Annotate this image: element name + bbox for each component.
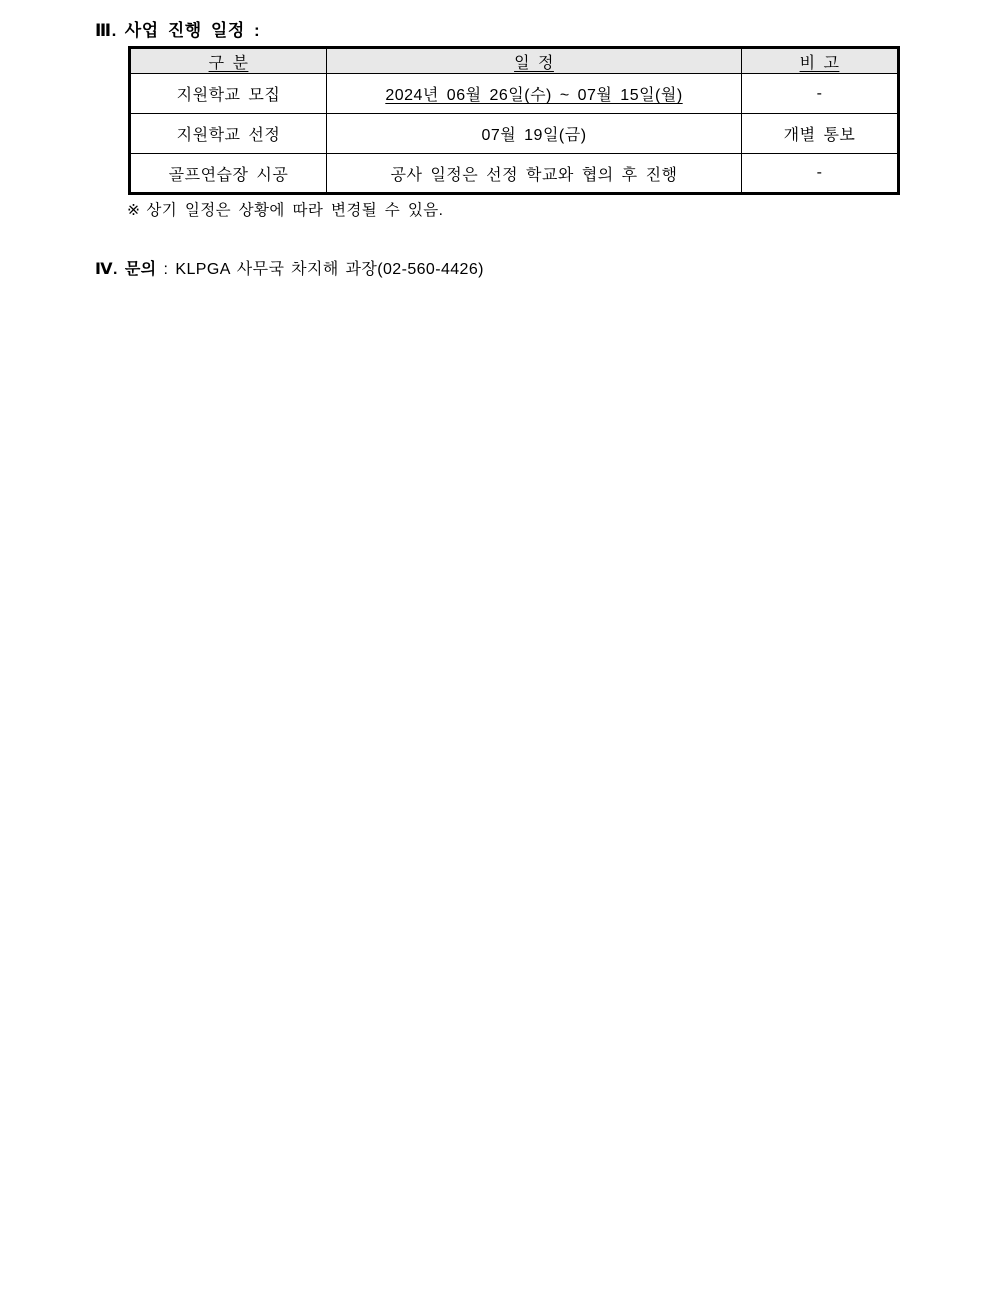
cell-category: 지원학교 선정 [130,114,327,154]
cell-schedule: 공사 일정은 선정 학교와 협의 후 진행 [327,154,742,194]
reference-mark-icon: ※ [127,202,141,219]
cell-schedule: 2024년 06월 26일(수) ~ 07월 15일(월) [327,74,742,114]
header-schedule: 일 정 [327,48,742,74]
section-4-separator: : [163,261,169,278]
section-3-heading [95,16,260,41]
table-row [130,114,899,154]
header-category: 구 분 [130,48,327,74]
cell-category: 지원학교 모집 [130,74,327,114]
table-row [130,154,899,194]
schedule-table [128,46,900,195]
schedule-footnote [127,198,443,220]
cell-schedule: 07월 19일(금) [327,114,742,154]
section-4-numeral: Ⅳ. [95,261,118,278]
footnote-text: 상기 일정은 상황에 따라 변경될 수 있음. [146,202,444,219]
cell-note: - [742,74,899,114]
header-note: 비 고 [742,48,899,74]
section-3-numeral: Ⅲ. [95,21,117,40]
contact-info: KLPGA 사무국 차지해 과장(02-560-4426) [175,261,484,278]
cell-note: - [742,154,899,194]
section-3-title: 사업 진행 일정 : [124,21,261,40]
table-row [130,74,899,114]
table-header-row [130,48,899,74]
section-4-contact-line [95,256,484,279]
section-4-label: 문의 [124,261,157,278]
cell-note: 개별 통보 [742,114,899,154]
cell-category: 골프연습장 시공 [130,154,327,194]
